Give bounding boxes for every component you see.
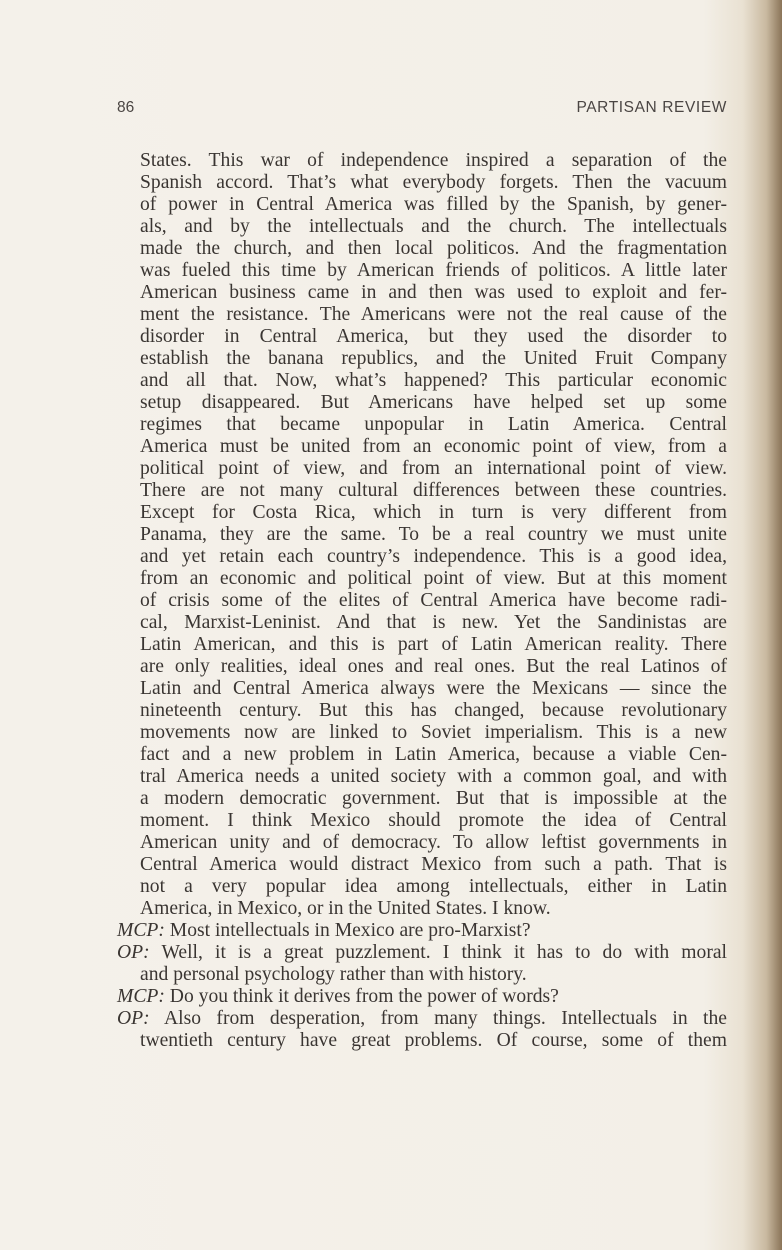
- speaker-label: MCP:: [117, 920, 165, 941]
- text-line: of power in Central America was filled by the Spanish, by gener-: [140, 194, 727, 215]
- page-number: 86: [117, 99, 135, 116]
- text-line: American unity and of democracy. To allow leftist governments in: [140, 832, 727, 853]
- text-line: Latin American, and this is part of Latin American reality. There: [140, 634, 727, 655]
- interview-text: [117, 150, 727, 1052]
- text-line: tral America needs a united society with a common goal, and with: [140, 766, 727, 787]
- dialogue-line: [117, 986, 727, 1008]
- text-line: political point of view, and from an international point of view.: [140, 458, 727, 479]
- speaker-label: MCP:: [117, 986, 165, 1007]
- text-line: American business came in and then was used to exploit and fer-: [140, 282, 727, 303]
- text-line: als, and by the intellectuals and the church. The intellectuals: [140, 216, 727, 237]
- running-title: PARTISAN REVIEW: [576, 99, 727, 116]
- text-line: Central America would distract Mexico from such a path. That is: [140, 854, 727, 875]
- speaker-label: OP:: [117, 1008, 150, 1029]
- dialogue-line: twentieth century have great problems. Of course, some of them: [140, 1030, 727, 1051]
- text-line: Spanish accord. That’s what everybody forgets. Then the vacuum: [140, 172, 727, 193]
- text-line: movements now are linked to Soviet imperialism. This is a new: [140, 722, 727, 743]
- text-line: States. This war of independence inspired a separation of the: [140, 150, 727, 171]
- text-line: a modern democratic government. But that is impossible at the: [140, 788, 727, 809]
- text-line: regimes that became unpopular in Latin America. Central: [140, 414, 727, 435]
- text-line: establish the banana republics, and the United Fruit Company: [140, 348, 727, 369]
- dialogue-line: [117, 1008, 727, 1030]
- speaker-label: OP:: [117, 942, 150, 963]
- text-line: disorder in Central America, but they used the disorder to: [140, 326, 727, 347]
- dialogue-text: Do you think it derives from the power of words?: [169, 986, 559, 1007]
- text-line: America must be united from an economic point of view, from a: [140, 436, 727, 457]
- text-line: There are not many cultural differences between these countries.: [140, 480, 727, 501]
- dialogue-line: [117, 942, 727, 964]
- text-line: cal, Marxist-Leninist. And that is new. Yet the Sandinistas are: [140, 612, 727, 633]
- running-header: [117, 99, 727, 121]
- dialogue-line: [117, 920, 727, 942]
- dialogue-text: Most intellectuals in Mexico are pro-Marxist?: [169, 920, 531, 941]
- text-line: was fueled this time by American friends of politicos. A little later: [140, 260, 727, 281]
- text-line: and all that. Now, what’s happened? This particular economic: [140, 370, 727, 391]
- text-line: Panama, they are the same. To be a real country we must unite: [140, 524, 727, 545]
- text-line: are only realities, ideal ones and real ones. But the real Latinos of: [140, 656, 727, 677]
- text-line: from an economic and political point of view. But at this moment: [140, 568, 727, 589]
- dialogue-text: Also from desperation, from many things. Intellectuals in the: [164, 1008, 727, 1029]
- text-line: moment. I think Mexico should promote the idea of Central: [140, 810, 727, 831]
- text-line: America, in Mexico, or in the United States. I know.: [140, 898, 551, 919]
- text-line: Latin and Central America always were the Mexicans — since the: [140, 678, 727, 699]
- dialogue-text: Well, it is a great puzzlement. I think it has to do with moral: [161, 942, 727, 963]
- text-line: fact and a new problem in Latin America, because a viable Cen-: [140, 744, 727, 765]
- dialogue-line: and personal psychology rather than with history.: [140, 964, 527, 985]
- text-line: nineteenth century. But this has changed, because revolutionary: [140, 700, 727, 721]
- text-line: made the church, and then local politicos. And the fragmentation: [140, 238, 727, 259]
- text-line: and yet retain each country’s independence. This is a good idea,: [140, 546, 727, 567]
- text-line: of crisis some of the elites of Central America have become radi-: [140, 590, 727, 611]
- text-line: ment the resistance. The Americans were not the real cause of the: [140, 304, 727, 325]
- text-line: setup disappeared. But Americans have helped set up some: [140, 392, 727, 413]
- text-line: Except for Costa Rica, which in turn is very different from: [140, 502, 727, 523]
- text-line: not a very popular idea among intellectuals, either in Latin: [140, 876, 727, 897]
